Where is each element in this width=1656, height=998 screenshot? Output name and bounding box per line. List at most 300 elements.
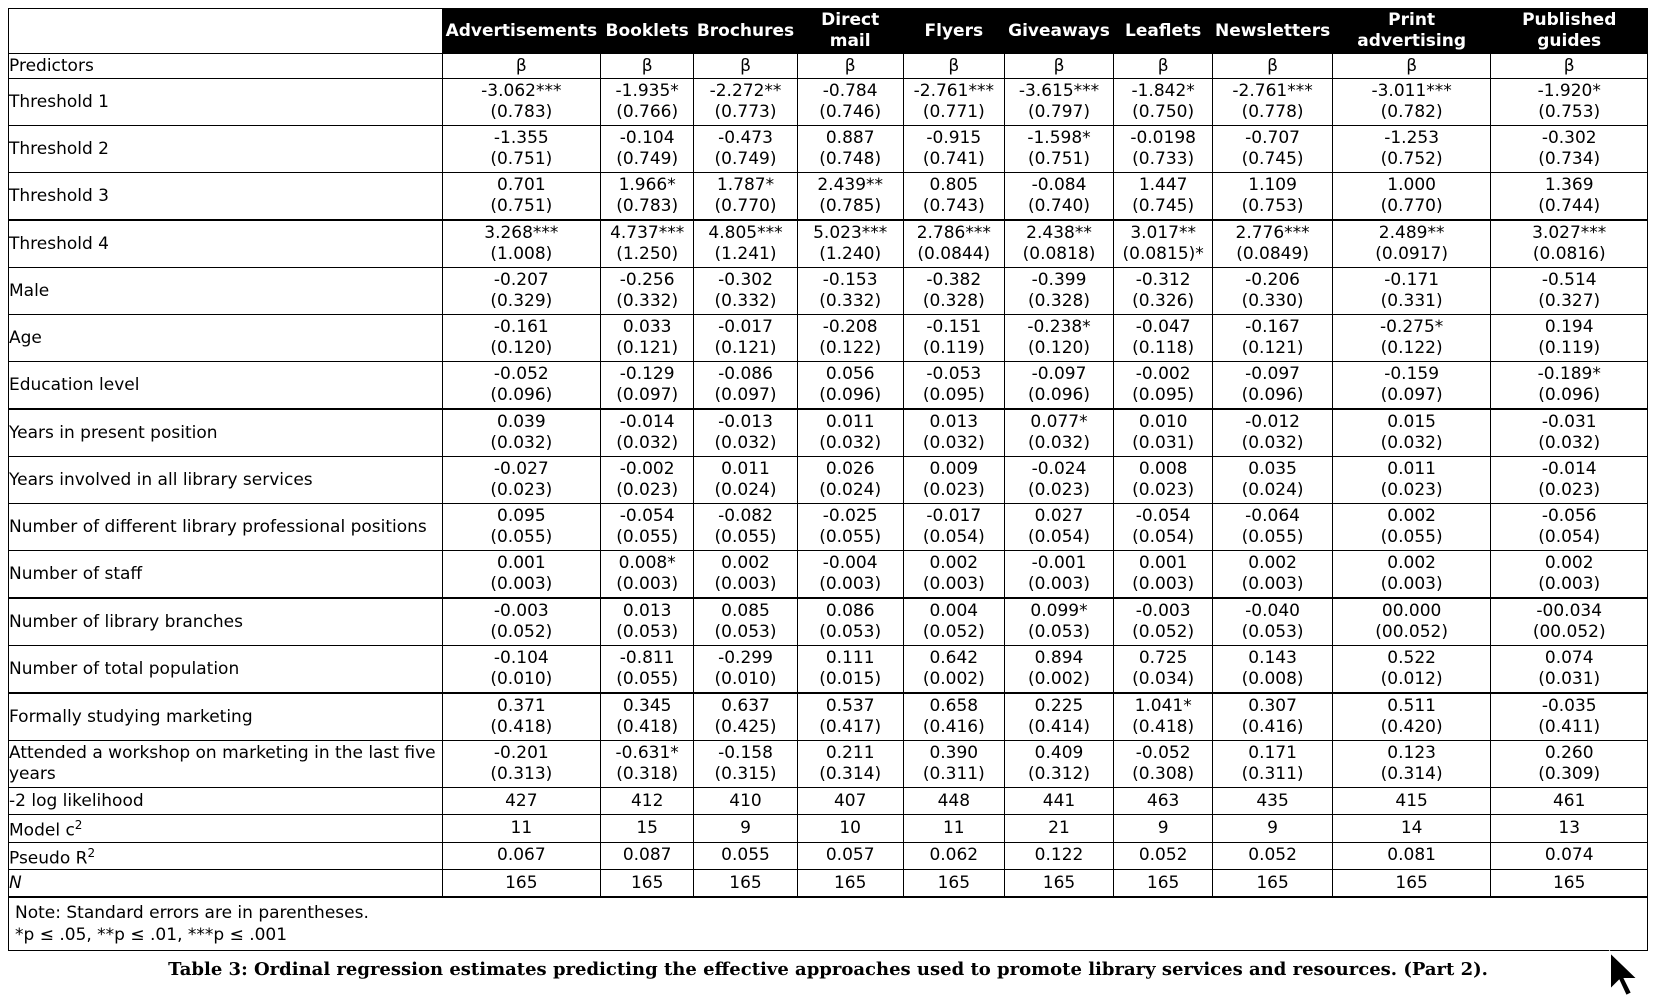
standard-error-value: (0.783) [616, 196, 679, 216]
standard-error-value: (0.055) [1380, 527, 1443, 547]
estimate-cell [1005, 741, 1114, 788]
standard-error-value: (1.008) [490, 244, 553, 264]
standard-error-value: (0.010) [490, 669, 553, 689]
coefficient-value: 4.805*** [708, 223, 783, 243]
estimate-cell [1005, 315, 1114, 362]
coefficient-value: 0.015 [1387, 412, 1436, 432]
regression-table [8, 8, 1648, 951]
estimate-cell [601, 457, 694, 504]
fit-value-cell: 0.052 [1213, 842, 1332, 870]
standard-error-value: (0.121) [714, 338, 777, 358]
fit-value-cell: 410 [694, 788, 798, 815]
standard-error-value: (0.766) [616, 102, 679, 122]
estimate-cell [694, 362, 798, 410]
standard-error-value: (0.096) [1028, 385, 1090, 405]
estimate-cell [694, 504, 798, 551]
standard-error-value: (00.052) [1375, 622, 1448, 642]
estimate-cell [1213, 362, 1332, 410]
fit-value-cell: 11 [903, 815, 1005, 843]
standard-error-value: (0.314) [819, 764, 882, 784]
estimate-cell [442, 693, 601, 741]
estimate-cell [1332, 741, 1491, 788]
coefficient-value: -0.915 [926, 128, 982, 148]
coefficient-value: 0.002 [1387, 553, 1436, 573]
coefficient-value: 0.027 [1034, 506, 1084, 526]
row-label: Threshold 4 [9, 220, 443, 268]
coefficient-value: 0.001 [497, 553, 546, 573]
fit-value-cell: 165 [694, 870, 798, 898]
coefficient-value: -0.047 [1135, 317, 1191, 337]
estimate-cell [694, 741, 798, 788]
estimate-cell [1113, 693, 1212, 741]
fit-label-superscript: 2 [74, 818, 83, 832]
coefficient-value: 0.077* [1030, 412, 1088, 432]
estimate-cell [694, 268, 798, 315]
standard-error-value: (0.417) [819, 717, 882, 737]
table-row [9, 220, 1648, 268]
standard-error-value: (0.733) [1132, 149, 1195, 169]
row-label: Threshold 3 [9, 173, 443, 221]
predictors-row [9, 54, 1648, 79]
column-header: Print advertising [1332, 9, 1491, 54]
coefficient-value: 1.447 [1138, 175, 1188, 195]
table-row [9, 551, 1648, 599]
standard-error-value: (0.749) [714, 149, 777, 169]
coefficient-value: -0.189* [1537, 364, 1601, 384]
coefficient-value: 0.887 [825, 128, 875, 148]
standard-error-value: (0.745) [1241, 149, 1304, 169]
standard-error-value: (0.052) [490, 622, 553, 642]
table-caption: Table 3: Ordinal regression estimates predicting the effective approaches used to promote library services and resources. (Part 2). [168, 959, 1488, 981]
standard-error-value: (0.097) [714, 385, 777, 405]
estimate-cell [442, 79, 601, 126]
coefficient-value: -1.935* [615, 81, 679, 101]
beta-header-cell: β [1113, 54, 1212, 79]
fit-row-label [9, 842, 443, 870]
standard-error-value: (0.053) [1028, 622, 1090, 642]
coefficient-value: 0.099* [1030, 601, 1088, 621]
estimate-cell [797, 268, 903, 315]
estimate-cell [601, 598, 694, 646]
row-label: Formally studying marketing [9, 693, 443, 741]
coefficient-value: -0.012 [1245, 412, 1300, 432]
standard-error-value: (0.311) [922, 764, 985, 784]
standard-error-value: (0.054) [1538, 527, 1601, 547]
standard-error-value: (0.734) [1538, 149, 1601, 169]
row-label: Attended a workshop on marketing in the last five years [9, 741, 443, 788]
standard-error-value: (0.0815)* [1122, 244, 1204, 264]
standard-error-value: (0.120) [1028, 338, 1090, 358]
coefficient-value: 0.002 [1248, 553, 1297, 573]
standard-error-value: (0.121) [1241, 338, 1304, 358]
column-header: Giveaways [1005, 9, 1114, 54]
coefficient-value: -1.598* [1027, 128, 1091, 148]
coefficient-value: -0.025 [822, 506, 878, 526]
table-row [9, 79, 1648, 126]
standard-error-value: (0.327) [1538, 291, 1601, 311]
estimate-cell [1005, 693, 1114, 741]
coefficient-value: 0.658 [929, 696, 979, 716]
coefficient-value: 0.002 [929, 553, 979, 573]
coefficient-value: -0.002 [1135, 364, 1191, 384]
coefficient-value: 0.537 [825, 696, 875, 716]
coefficient-value: -0.707 [1245, 128, 1300, 148]
standard-error-value: (0.032) [1028, 433, 1090, 453]
estimate-cell [1113, 126, 1212, 173]
estimate-cell [1491, 551, 1648, 599]
coefficient-value: -1.920* [1537, 81, 1601, 101]
coefficient-value: 0.008 [1138, 459, 1188, 479]
coefficient-value: -0.014 [619, 412, 675, 432]
estimate-cell [903, 220, 1005, 268]
fit-row-label [9, 870, 443, 898]
fit-value-cell: 0.081 [1332, 842, 1491, 870]
standard-error-value: (0.032) [1241, 433, 1304, 453]
beta-header-cell: β [601, 54, 694, 79]
table-row [9, 457, 1648, 504]
estimate-cell [1491, 315, 1648, 362]
standard-error-value: (0.751) [490, 196, 553, 216]
fit-value-cell: 165 [903, 870, 1005, 898]
coefficient-value: 0.725 [1138, 648, 1188, 668]
table-row [9, 173, 1648, 221]
coefficient-value: -0.161 [493, 317, 549, 337]
coefficient-value: -3.011*** [1371, 81, 1452, 101]
coefficient-value: 0.143 [1248, 648, 1297, 668]
estimate-cell [442, 598, 601, 646]
coefficient-value: -0.158 [718, 743, 773, 763]
standard-error-value: (0.055) [819, 527, 882, 547]
standard-error-value: (0.418) [490, 717, 553, 737]
estimate-cell [1113, 220, 1212, 268]
estimate-cell [1213, 268, 1332, 315]
standard-error-value: (0.778) [1241, 102, 1304, 122]
standard-error-value: (0.003) [616, 574, 679, 594]
coefficient-value: 0.009 [929, 459, 979, 479]
estimate-cell [797, 457, 903, 504]
estimate-cell [797, 741, 903, 788]
coefficient-value: -0.004 [822, 553, 878, 573]
coefficient-value: 1.787* [716, 175, 775, 195]
row-label: Male [9, 268, 443, 315]
coefficient-value: 0.001 [1138, 553, 1188, 573]
standard-error-value: (0.751) [490, 149, 553, 169]
estimate-cell [903, 362, 1005, 410]
coefficient-value: -0.003 [1135, 601, 1191, 621]
standard-error-value: (0.748) [819, 149, 882, 169]
coefficient-value: 0.111 [825, 648, 875, 668]
coefficient-value: -1.253 [1384, 128, 1440, 148]
estimate-cell [903, 173, 1005, 221]
estimate-cell [1005, 457, 1114, 504]
estimate-cell [797, 646, 903, 694]
standard-error-value: (0.332) [616, 291, 679, 311]
standard-error-value: (0.311) [1241, 764, 1304, 784]
coefficient-value: 0.637 [721, 696, 770, 716]
table-body [9, 54, 1648, 951]
coefficient-value: -0.040 [1245, 601, 1300, 621]
fit-value-cell: 441 [1005, 788, 1114, 815]
regression-table-container [8, 8, 1648, 980]
standard-error-value: (0.416) [922, 717, 985, 737]
estimate-cell [1113, 409, 1212, 457]
standard-error-value: (0.032) [616, 433, 679, 453]
standard-error-value: (0.032) [922, 433, 985, 453]
coefficient-value: -0.171 [1384, 270, 1440, 290]
coefficient-value: -0.312 [1135, 270, 1191, 290]
fit-value-cell: 165 [1213, 870, 1332, 898]
fit-value-cell: 13 [1491, 815, 1648, 843]
estimate-cell [903, 409, 1005, 457]
estimate-cell [797, 315, 903, 362]
estimate-cell [903, 741, 1005, 788]
fit-value-cell: 165 [1005, 870, 1114, 898]
estimate-cell [797, 79, 903, 126]
standard-error-value: (0.119) [922, 338, 985, 358]
coefficient-value: -0.0198 [1130, 128, 1196, 148]
estimate-cell [1332, 268, 1491, 315]
note-row [9, 897, 1648, 951]
standard-error-value: (0.313) [490, 764, 553, 784]
standard-error-value: (0.744) [1538, 196, 1601, 216]
standard-error-value: (0.0844) [917, 244, 991, 264]
estimate-cell [903, 504, 1005, 551]
coefficient-value: 0.008* [618, 553, 676, 573]
beta-header-cell: β [1005, 54, 1114, 79]
standard-error-value: (0.121) [616, 338, 679, 358]
coefficient-value: -0.153 [822, 270, 878, 290]
column-header: Brochures [694, 9, 798, 54]
coefficient-value: -3.615*** [1018, 81, 1100, 101]
estimate-cell [797, 173, 903, 221]
standard-error-value: (0.002) [1028, 669, 1090, 689]
fit-value-cell: 461 [1491, 788, 1648, 815]
estimate-cell [1332, 126, 1491, 173]
row-label: Number of different library professional positions [9, 504, 443, 551]
coefficient-value: -0.035 [1541, 696, 1597, 716]
coefficient-value: 0.307 [1248, 696, 1297, 716]
standard-error-value: (0.330) [1241, 291, 1304, 311]
estimate-cell [797, 504, 903, 551]
estimate-cell [1332, 504, 1491, 551]
coefficient-value: 0.894 [1034, 648, 1084, 668]
fit-value-cell: 0.074 [1491, 842, 1648, 870]
standard-error-value: (0.308) [1132, 764, 1195, 784]
coefficient-value: 0.171 [1248, 743, 1297, 763]
standard-error-value: (0.326) [1132, 291, 1195, 311]
mouse-pointer-icon [1608, 950, 1648, 998]
table-row [9, 646, 1648, 694]
coefficient-value: -1.355 [493, 128, 549, 148]
standard-error-value: (0.023) [1132, 480, 1195, 500]
standard-error-value: (0.053) [714, 622, 777, 642]
standard-error-value: (0.309) [1538, 764, 1601, 784]
estimate-cell [903, 457, 1005, 504]
coefficient-value: -0.302 [1541, 128, 1597, 148]
estimate-cell [694, 79, 798, 126]
estimate-cell [797, 598, 903, 646]
coefficient-value: -0.013 [718, 412, 773, 432]
standard-error-value: (0.122) [1380, 338, 1443, 358]
fit-value-cell: 415 [1332, 788, 1491, 815]
fit-value-cell: 0.122 [1005, 842, 1114, 870]
coefficient-value: 0.805 [929, 175, 979, 195]
coefficient-value: -0.473 [718, 128, 773, 148]
row-label: Threshold 2 [9, 126, 443, 173]
coefficient-value: -0.275* [1379, 317, 1444, 337]
estimate-cell [1491, 173, 1648, 221]
table-row [9, 409, 1648, 457]
coefficient-value: -0.129 [619, 364, 675, 384]
coefficient-value: 0.011 [721, 459, 770, 479]
fit-row-label [9, 788, 443, 815]
coefficient-value: 0.085 [721, 601, 770, 621]
standard-error-value: (0.0917) [1375, 244, 1448, 264]
coefficient-value: -0.104 [493, 648, 549, 668]
standard-error-value: (0.023) [1028, 480, 1090, 500]
coefficient-value: -0.514 [1541, 270, 1597, 290]
coefficient-value: -00.034 [1536, 601, 1603, 621]
row-label: Education level [9, 362, 443, 410]
coefficient-value: 0.345 [622, 696, 672, 716]
standard-error-value: (0.008) [1241, 669, 1304, 689]
estimate-cell [1005, 220, 1114, 268]
column-header: Leaflets [1113, 9, 1212, 54]
fit-value-cell: 165 [1113, 870, 1212, 898]
estimate-cell [442, 741, 601, 788]
standard-error-value: (0.782) [1380, 102, 1443, 122]
standard-error-value: (0.032) [819, 433, 882, 453]
fit-value-cell: 11 [442, 815, 601, 843]
coefficient-value: 0.511 [1387, 696, 1436, 716]
standard-error-value: (0.751) [1028, 149, 1090, 169]
standard-error-value: (0.054) [922, 527, 985, 547]
fit-value-cell: 448 [903, 788, 1005, 815]
standard-error-value: (0.096) [1241, 385, 1304, 405]
fit-value-cell: 412 [601, 788, 694, 815]
coefficient-value: -0.167 [1245, 317, 1300, 337]
coefficient-value: 2.776*** [1235, 223, 1310, 243]
column-header: Advertisements [442, 9, 601, 54]
standard-error-value: (0.771) [922, 102, 985, 122]
standard-error-value: (0.329) [490, 291, 553, 311]
header-blank-cell [9, 9, 443, 54]
fit-value-cell: 21 [1005, 815, 1114, 843]
estimate-cell [1213, 741, 1332, 788]
standard-error-value: (0.753) [1538, 102, 1601, 122]
coefficient-value: 0.123 [1387, 743, 1436, 763]
standard-error-value: (0.095) [922, 385, 985, 405]
standard-error-value: (0.312) [1028, 764, 1090, 784]
table-row [9, 598, 1648, 646]
fit-label-text: Model c [9, 820, 75, 841]
coefficient-value: -0.256 [619, 270, 675, 290]
estimate-cell [601, 362, 694, 410]
standard-error-value: (0.425) [714, 717, 777, 737]
estimate-cell [797, 362, 903, 410]
estimate-cell [1113, 362, 1212, 410]
coefficient-value: -0.104 [619, 128, 675, 148]
estimate-cell [442, 551, 601, 599]
estimate-cell [1491, 504, 1648, 551]
coefficient-value: -0.208 [822, 317, 878, 337]
estimate-cell [601, 126, 694, 173]
standard-error-value: (0.010) [714, 669, 777, 689]
coefficient-value: 0.701 [497, 175, 546, 195]
coefficient-value: -0.159 [1384, 364, 1440, 384]
column-header: Newsletters [1213, 9, 1332, 54]
table-row [9, 362, 1648, 410]
estimate-cell [1332, 220, 1491, 268]
standard-error-value: (0.797) [1028, 102, 1090, 122]
coefficient-value: 5.023*** [813, 223, 888, 243]
coefficient-value: 0.086 [825, 601, 875, 621]
standard-error-value: (0.416) [1241, 717, 1304, 737]
standard-error-value: (0.024) [714, 480, 777, 500]
fit-value-cell: 15 [601, 815, 694, 843]
standard-error-value: (0.023) [616, 480, 679, 500]
estimate-cell [797, 220, 903, 268]
standard-error-value: (0.420) [1380, 717, 1443, 737]
beta-header-cell: β [1213, 54, 1332, 79]
standard-error-value: (0.418) [1132, 717, 1195, 737]
model-fit-row [9, 788, 1648, 815]
beta-header-cell: β [442, 54, 601, 79]
estimate-cell [1213, 693, 1332, 741]
estimate-cell [1005, 173, 1114, 221]
estimate-cell [903, 315, 1005, 362]
fit-value-cell: 0.087 [601, 842, 694, 870]
coefficient-value: 0.002 [1544, 553, 1594, 573]
estimate-cell [1005, 598, 1114, 646]
estimate-cell [1113, 79, 1212, 126]
coefficient-value: 0.002 [721, 553, 770, 573]
row-label: Years in present position [9, 409, 443, 457]
estimate-cell [1113, 315, 1212, 362]
coefficient-value: -0.024 [1031, 459, 1087, 479]
standard-error-value: (0.003) [1132, 574, 1195, 594]
coefficient-value: -0.382 [926, 270, 982, 290]
coefficient-value: 1.109 [1248, 175, 1297, 195]
estimate-cell [601, 268, 694, 315]
standard-error-value: (0.023) [1538, 480, 1601, 500]
standard-error-value: (0.740) [1028, 196, 1090, 216]
standard-error-value: (0.003) [819, 574, 882, 594]
fit-value-cell: 463 [1113, 788, 1212, 815]
coefficient-value: -0.014 [1541, 459, 1597, 479]
estimate-cell [1113, 741, 1212, 788]
standard-error-value: (0.023) [1380, 480, 1443, 500]
standard-error-value: (0.785) [819, 196, 882, 216]
estimate-cell [1113, 504, 1212, 551]
coefficient-value: 00.000 [1381, 601, 1442, 621]
standard-error-value: (0.770) [714, 196, 777, 216]
standard-error-value: (0.749) [616, 149, 679, 169]
coefficient-value: 0.010 [1138, 412, 1188, 432]
standard-error-value: (0.003) [1241, 574, 1304, 594]
standard-error-value: (0.315) [714, 764, 777, 784]
estimate-cell [442, 126, 601, 173]
column-header: Direct mail [797, 9, 903, 54]
model-fit-row [9, 842, 1648, 870]
coefficient-value: -0.097 [1245, 364, 1300, 384]
fit-value-cell: 165 [1491, 870, 1648, 898]
standard-error-value: (0.031) [1132, 433, 1195, 453]
estimate-cell [1113, 646, 1212, 694]
standard-error-value: (0.052) [922, 622, 985, 642]
coefficient-value: 0.013 [622, 601, 672, 621]
standard-error-value: (0.003) [1538, 574, 1601, 594]
